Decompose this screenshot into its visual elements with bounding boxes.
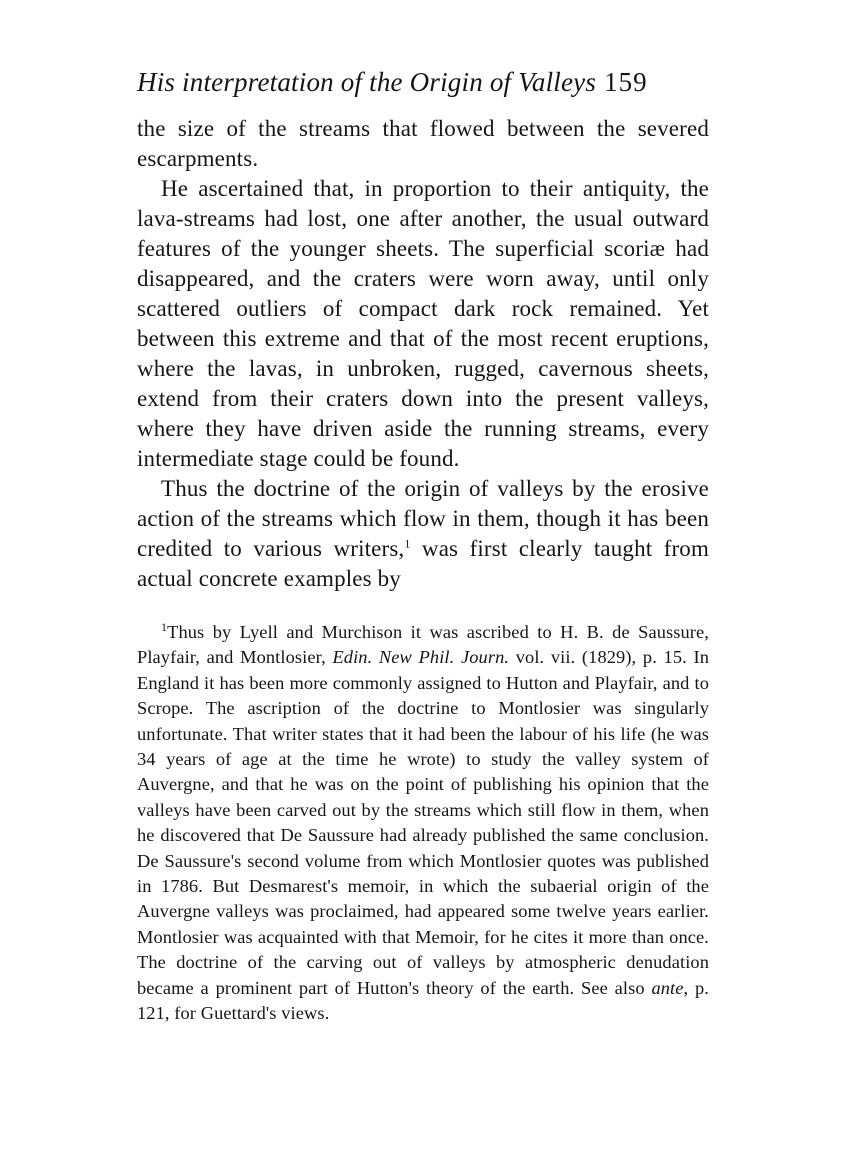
footnote-marker: 1 <box>161 619 168 634</box>
footnote-1 <box>137 620 709 1027</box>
paragraph-doctrine-text-end: was first clearly taught from actual concrete examples by <box>137 536 709 591</box>
footnote-text-2: vol. vii. (1829), p. 15. In England it has been more commonly assigned to Hutton and Playfair, and to Scrope. The ascription of the doctrine to Montlosier was singularly unfortunate. That writer states that it had been the labour of his life (he was 34 years of age at the time he wrote) to study the valley system of Auvergne, and that he was on the point of publishing his opinion that the valleys have been carved out by the streams which still flow in them, when he discovered that De Saussure had already published the same conclusion. De Saussure's second volume from which Montlosier quotes was published in 1786. But Desmarest's memoir, in which the subaerial origin of the Auvergne valleys was proclaimed, had appeared some twelve years earlier. Montlosier was acquainted with that Memoir, for he cites it more than once. The doctrine of the carving out of valleys by atmospheric denudation became a prominent part of Hutton's theory of the earth. See also <box>137 647 709 998</box>
footnote-text-3: , p. 121, for Guettard's views. <box>137 977 710 1024</box>
paragraph-doctrine <box>137 474 709 594</box>
running-title: His interpretation of the Origin of Valleys <box>137 67 597 97</box>
footnote-journal-title: Edin. New Phil. Journ. <box>332 647 510 668</box>
paragraph-doctrine-text: Thus the doctrine of the origin of valleys by the erosive action of the streams which flow in them, though it has been credited to various writers, <box>137 476 709 561</box>
book-page <box>137 62 709 1027</box>
paragraph-continued: the size of the streams that flowed between the severed escarpments. <box>137 116 709 171</box>
body-text <box>137 114 709 594</box>
footnote-text-1: Thus by Lyell and Murchison it was ascribed to H. B. de Saussure, Playfair, and Montlosier, <box>137 622 709 668</box>
page-number: 159 <box>604 67 648 97</box>
footnotes <box>137 620 709 1027</box>
paragraph-lava-streams: He ascertained that, in proportion to their antiquity, the lava-streams had lost, one after another, the usual outward features of the younger sheets. The superficial scoriæ had disappeared, and the craters were worn away, until only scattered outliers of compact dark rock remained. Yet between this extreme and that of the most recent eruptions, where the lavas, in unbroken, rugged, cavernous sheets, extend from their craters down into the present valleys, where they have driven aside the running streams, every intermediate stage could be found. <box>137 176 709 471</box>
running-head <box>137 62 709 102</box>
footnote-reference[interactable]: 1 <box>404 536 411 551</box>
footnote-ante: ante <box>651 977 684 998</box>
